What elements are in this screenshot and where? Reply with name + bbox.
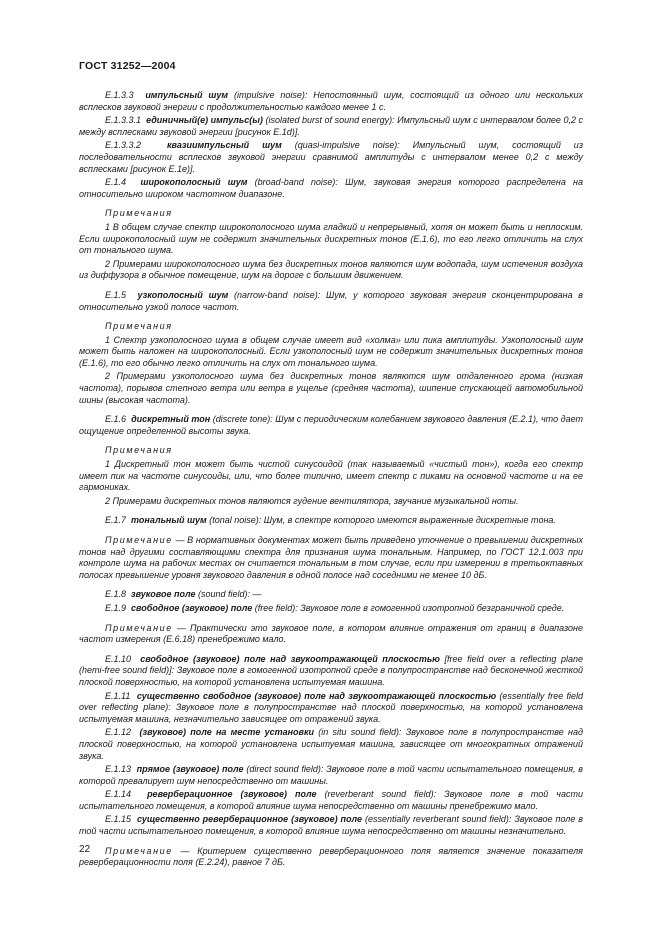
term-entry [79,290,583,313]
term-definition: (impulsive noise): Непостоянный шум, состоящий из одного или нескольких всплесков звуковой энергии с продолжительностью каждого менее 1 с. [79,90,583,112]
term-definition: (essentially free field over reflecting plane): Звуковое поле в полупространстве над плоской поверхностью, на которой установлена испытуемая машина, незначительно зависящее от отражений звука. [79,690,583,724]
term-entry [79,515,583,527]
term-definition: (quasi-impulsive noise): Импульсный шум, состоящий из последовательности всплесков звуковой энергии сравнимой амплитуды с интервалом менее 0,2 с между всплесками [рисунок Е.1е)]. [79,140,583,174]
term-name: единичный(е) импульс(ы) [146,115,263,126]
term-entry [79,177,583,200]
note-item: 1 В общем случае спектр широкополосного шума гладкий и непрерывный, хотя он может быть и неплоским. Если широкополосный шум не содержит значительных дискретных тонов (Е.1.6), то его легко отличить на слух от тонального шума. [79,221,583,256]
term-name: квазиимпульсный шум [166,140,282,151]
note-paragraph [79,846,583,869]
term-definition: [free field over a reflecting plane (hemi-free sound field)]: Звуковое поле в гомогенной изотропной среде в полупространстве над бесконечной жесткой плоской поверхностью, на которой установлена испытуемая машина. [79,653,583,687]
note-item: 2 Примерами узкополосного шума без дискретных тонов являются шум отдаленного грома (низкая частота), порывов степного ветра или ветра в ущелье (средняя частота), шипение спускающей автомобильной шины (высокая частота). [79,371,583,405]
term-entry [79,764,583,787]
note-item: 2 Примерами широкополосного шума без дискретных тонов являются шум водопада, шум истечения воздуха из диффузора в обычное помещение, шум на дороге с большим движением. [79,258,583,281]
note-item: 1 Дискретный тон может быть чистой синусоидой (так называемый «чистый тон»), когда его спектр имеет пик на частоте синусоиды, или, что более типично, имеет спектр с пиками на основной частоте и на ее гармониках. [79,459,583,493]
term-number: Е.1.15 [105,814,132,825]
term-definition: (broad-band noise): Шум, звуковая энергия которого распределена на относительно широком частотном диапазоне. [79,177,583,199]
term-definition: (direct sound field): Звуковое поле в той части испытательного помещения, в которой превалирует шум непосредственно от машины. [79,764,583,786]
term-number: Е.1.7 [105,515,127,526]
term-entry [79,691,583,726]
term-number: Е.1.12 [105,727,132,738]
term-number: Е.1.3.3.2 [105,140,142,151]
term-number: Е.1.9 [105,602,127,613]
term-number: Е.1.11 [105,690,131,701]
term-number: Е.1.5 [105,289,127,300]
page-number: 22 [79,844,91,855]
term-name: существенно свободное (звуковое) поле над звукоотражающей плоскостью [136,690,497,701]
term-definition: (discrete tone): Шум с периодическим колебанием звукового давления (Е.2.1), что дает ощущение определенной высоты звука. [79,414,583,436]
term-name: тональный шум [131,515,207,526]
term-entry [79,814,583,837]
term-entry [79,727,583,762]
note-heading: Примечание [105,622,173,633]
term-name: реверберационное (звуковое) поле [147,789,317,800]
term-name: узкополосный шум [137,289,229,300]
note-text: — Практически это звуковое поле, в котором влияние отражения от границ в диапазоне частот измерения (Е.6.18) пренебрежимо мало. [79,622,583,645]
note-heading: Примечание [105,535,173,545]
term-definition: (sound field): — [195,589,262,600]
notes-heading: Примечания [105,445,173,456]
term-number: Е.1.8 [105,589,127,600]
term-name: (звуковое) поле на месте установки [139,727,315,738]
term-name: широкополосный шум [140,177,248,188]
term-name: импульсный шум [145,90,229,100]
term-number: Е.1.3.3.1 [105,115,142,126]
note-item: 2 Примерами дискретных тонов являются гудение вентилятора, звучание музыкальной ноты. [105,495,519,506]
term-entry [79,603,583,615]
term-entry [79,414,583,437]
term-definition: (essentially reverberant sound field): Звуковое поле в той части испытательного помещения, в которой влияние шума непосредственно от машины незначительно. [79,814,583,837]
note-item: 1 Спектр узкополосного шума в общем случае имеет вид «холма» или пика амплитуды. Узкополосный шум может быть наложен на широкополосный. Если узкополосный шум не содержит значительных дискретных тонов (Е.1.6), то его обычно легко отличить на слух от тонального шума. [79,334,583,368]
term-name: прямое (звуковое) поле [136,764,244,775]
term-name: звуковое поле [131,589,196,600]
term-entry [79,789,583,812]
page-header-title: ГОСТ 31252—2004 [79,60,176,72]
term-number: Е.1.6 [105,414,127,425]
term-definition: (tonal noise): Шум, в спектре которого имеются выраженные дискретные тона. [206,515,556,526]
term-entry [79,115,583,138]
term-entry [79,140,583,175]
term-entry [79,589,583,601]
term-entry [79,654,583,689]
term-number: Е.1.10 [105,653,132,664]
term-name: дискретный тон [131,414,211,425]
document-body [79,90,583,869]
term-name: существенно реверберационное (звуковое) поле [136,814,363,825]
term-definition: (narrow-band noise): Шум, у которого звуковая энергия сконцентрирована в относительно узкой полосе частот. [79,289,584,312]
note-paragraph [79,623,583,646]
note-paragraph [79,535,583,581]
term-definition: (in situ sound field): Звуковое поле в полупространстве над плоской поверхностью, на которой установлена испытуемая машина, зависящее от многократных отражений звука. [79,727,583,761]
term-definition: (free field): Звуковое поле в гомогенной изотропной безграничной среде. [252,602,565,613]
notes-heading: Примечания [105,321,173,332]
term-number: Е.1.14 [105,789,132,800]
term-number: Е.1.4 [105,177,127,188]
note-text: — В нормативных документах может быть приведено уточнение о превышении дискретных тонов над другими составляющими спектра для признания шума тональным. Например, по ГОСТ 12.1.003 при контроле шума на рабочих местах он считается тональным в том случае, если при измерении в третьоктавных полосах превышение уровня звукового давления в одной полосе над соседними не менее 10 дБ. [79,535,583,580]
term-entry [79,90,583,113]
term-name: свободное (звуковое) поле [131,602,253,613]
notes-heading: Примечания [105,208,173,219]
note-heading: Примечание [105,845,173,856]
term-definition: (isolated burst of sound energy): Импульсный шум с интервалом более 0,2 с между всплесками звуковой энергии [рисунок Е.1d)]. [79,115,584,137]
term-name: свободное (звуковое) поле над звукоотражающей плоскостью [140,653,440,664]
term-definition: (reverberant sound field): Звуковое поле в той части испытательного помещения, в которой влияние шума непосредственно от машины пренебрежимо мало. [79,789,583,811]
note-text: — Критерием существенно реверберационного поля является значение показателя реверберационности поля (Е.2.24), равное 7 дБ. [79,845,583,868]
term-number: Е.1.13 [105,764,132,775]
term-number: Е.1.3.3 [105,90,134,100]
